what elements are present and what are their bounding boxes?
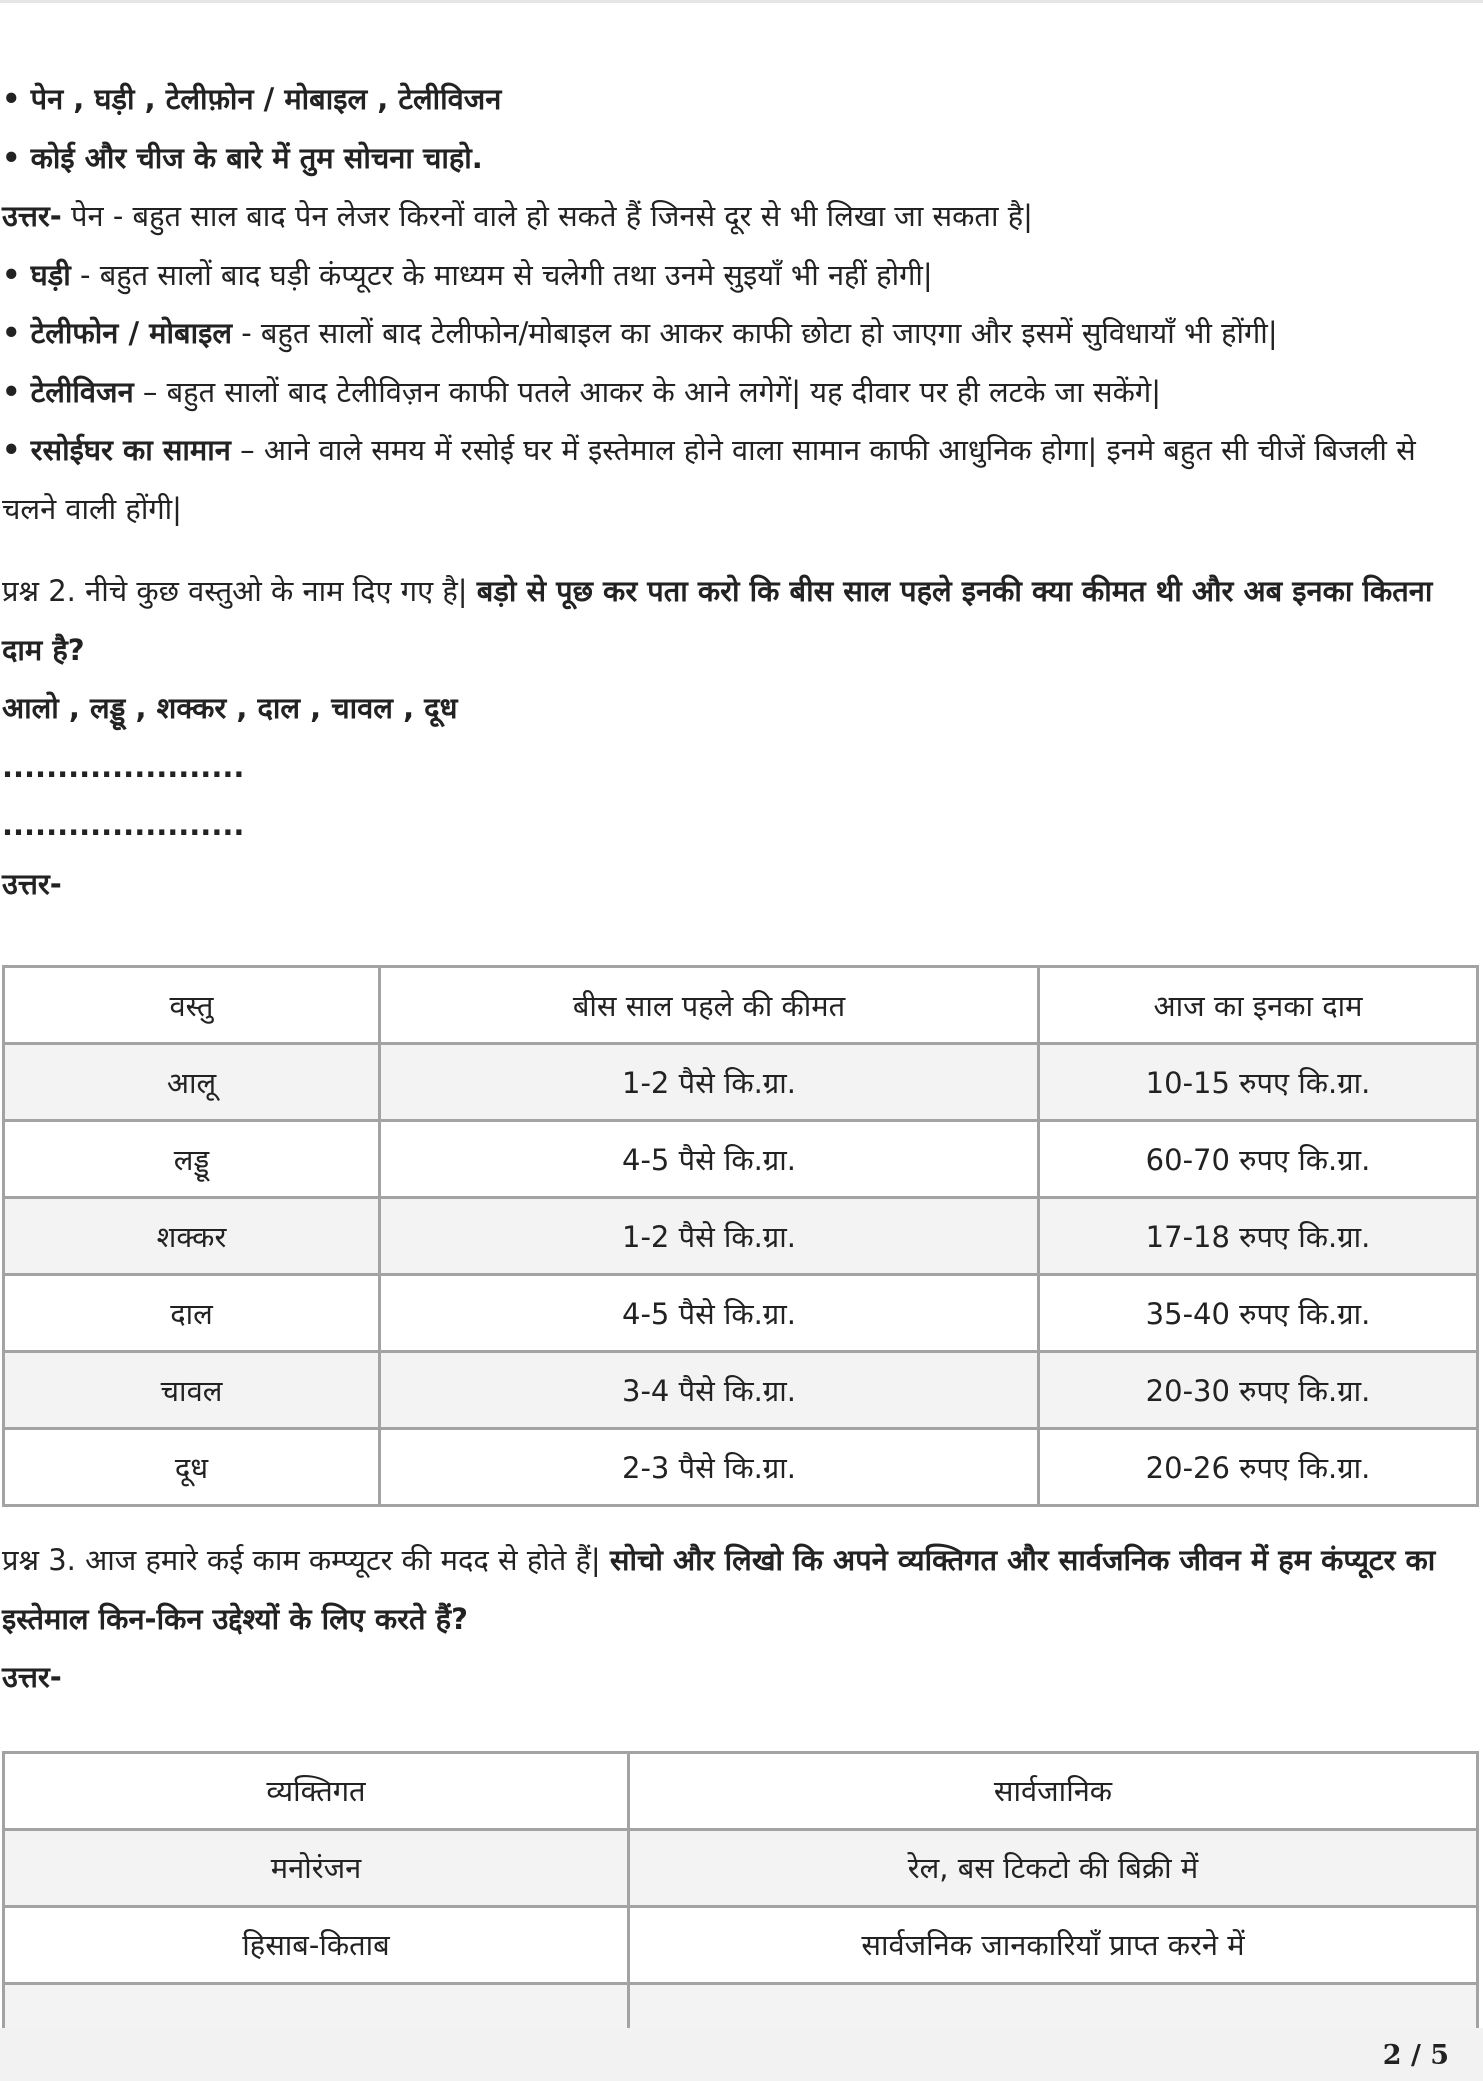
answer-phone (2, 304, 1476, 363)
table-row (4, 1352, 1478, 1429)
table-cell-old-price: 4-5 पैसे कि.ग्रा. (380, 1121, 1039, 1198)
table-cell-personal: मनोरंजन (4, 1829, 629, 1906)
table-cell-current-price: 20-26 रुपए कि.ग्रा. (1039, 1429, 1478, 1506)
table-cell-old-price: 2-3 पैसे कि.ग्रा. (380, 1429, 1039, 1506)
kitchen-answer-text: – आने वाले समय में रसोई घर में इस्तेमाल होने वाला सामान काफी आधुनिक होगा| इनमे बहुत सी चीजें बिजली से चलने वाली होंगी| (2, 433, 1416, 526)
table-cell-item: आलू (4, 1044, 380, 1121)
question-2 (2, 562, 1476, 679)
other-item-line: • कोई और चीज के बारे में तुम सोचना चाहो. (2, 140, 483, 175)
table-row (4, 1198, 1478, 1275)
table-cell-item: दूध (4, 1429, 380, 1506)
kitchen-label: • रसोईघर का सामान (2, 433, 231, 467)
phone-answer-text: - बहुत सालों बाद टेलीफोन/मोबाइल का आकर काफी छोटा हो जाएगा और इसमें सुविधायाँ भी होंगी| (232, 316, 1278, 350)
table-cell-current-price: 10-15 रुपए कि.ग्रा. (1039, 1044, 1478, 1121)
header-public: सार्वजानिक (629, 1752, 1478, 1829)
table-cell-current-price: 60-70 रुपए कि.ग्रा. (1039, 1121, 1478, 1198)
question-2-text: बड़ो से पूछ कर पता करो कि बीस साल पहले इनकी क्या कीमत थी और अब इनका कितना दाम है? (2, 574, 1433, 667)
table-cell-item: लड्डू (4, 1121, 380, 1198)
table-row (4, 1906, 1478, 1983)
table-cell-item: चावल (4, 1352, 380, 1429)
answer-pen (2, 187, 1476, 246)
table-row (4, 1829, 1478, 1906)
page-number: 2 / 5 (1382, 2040, 1449, 2071)
table-cell-public: सार्वजनिक जानकारियाँ प्राप्त करने में (629, 1906, 1478, 1983)
table-cell-old-price: 3-4 पैसे कि.ग्रा. (380, 1352, 1039, 1429)
table-header-row (4, 967, 1478, 1044)
question-2-prefix: प्रश्न 2. नीचे कुछ वस्तुओ के नाम दिए गए है| (2, 574, 477, 608)
table-cell-current-price: 20-30 रुपए कि.ग्रा. (1039, 1352, 1478, 1429)
question-3-prefix: प्रश्न 3. आज हमारे कई काम कम्प्यूटर की मदद से होते हैं| (2, 1543, 610, 1577)
page-footer (0, 2028, 1483, 2081)
answer-clock (2, 246, 1476, 305)
table-cell-public: रेल, बस टिकटो की बिक्री में (629, 1829, 1478, 1906)
dotted-line-1: ...................... (2, 749, 245, 784)
header-old-price: बीस साल पहले की कीमत (380, 967, 1039, 1044)
table-cell-old-price: 1-2 पैसे कि.ग्रा. (380, 1044, 1039, 1121)
dotted-line-2: ...................... (2, 808, 245, 842)
question-3-text: सोचो और लिखो कि अपने व्यक्तिगत और सार्वजनिक जीवन में हम कंप्यूटर का इस्तेमाल किन-किन उद्देश्यों के लिए करते हैं? (2, 1543, 1436, 1636)
answer-label: उत्तर- (2, 199, 62, 233)
answer-kitchen (2, 421, 1476, 538)
table-row (4, 1275, 1478, 1352)
clock-label: • घड़ी (2, 257, 71, 292)
table-cell-item: शक्कर (4, 1198, 380, 1275)
table-row (4, 1121, 1478, 1198)
question-3-answer-label: उत्तर- (2, 1660, 62, 1694)
price-comparison-table (2, 965, 1479, 1507)
table-row (4, 1429, 1478, 1506)
answer-tv (2, 363, 1476, 422)
question-3 (2, 1531, 1476, 1648)
table-cell-personal: हिसाब-किताब (4, 1906, 629, 1983)
top-border (0, 0, 1483, 3)
tv-label: • टेलीविजन (2, 374, 134, 409)
question-2-items: आलो , लड्डू , शक्कर , दाल , चावल , दूध (2, 691, 458, 725)
table-cell-current-price: 35-40 रुपए कि.ग्रा. (1039, 1275, 1478, 1352)
table-row (4, 1044, 1478, 1121)
table-cell-old-price: 4-5 पैसे कि.ग्रा. (380, 1275, 1039, 1352)
question-2-answer-label: उत्तर- (2, 866, 62, 901)
table-cell-current-price: 17-18 रुपए कि.ग्रा. (1039, 1198, 1478, 1275)
clock-answer-text: - बहुत सालों बाद घड़ी कंप्यूटर के माध्यम से चलेगी तथा उनमे सुइयाँ भी नहीं होगी| (70, 257, 933, 292)
pen-answer-text: पेन - बहुत साल बाद पेन लेजर किरनों वाले हो सकते हैं जिनसे दूर से भी लिखा जा सकता है| (61, 199, 1033, 233)
items-list-line: • पेन , घड़ी , टेलीफ़ोन / मोबाइल , टेलीविजन (2, 82, 502, 116)
header-current-price: आज का इनका दाम (1039, 967, 1478, 1044)
page-content (2, 70, 1476, 2041)
table-cell-item: दाल (4, 1275, 380, 1352)
phone-label: • टेलीफोन / मोबाइल (2, 316, 232, 350)
computer-uses-table (2, 1751, 1479, 2041)
table-cell-old-price: 1-2 पैसे कि.ग्रा. (380, 1198, 1039, 1275)
table-header-row (4, 1752, 1478, 1829)
header-item: वस्तु (4, 967, 380, 1044)
header-personal: व्यक्तिगत (4, 1752, 629, 1829)
tv-answer-text: – बहुत सालों बाद टेलीविज़न काफी पतले आकर के आने लगेगें| यह दीवार पर ही लटके जा सकेंगे| (133, 374, 1161, 409)
